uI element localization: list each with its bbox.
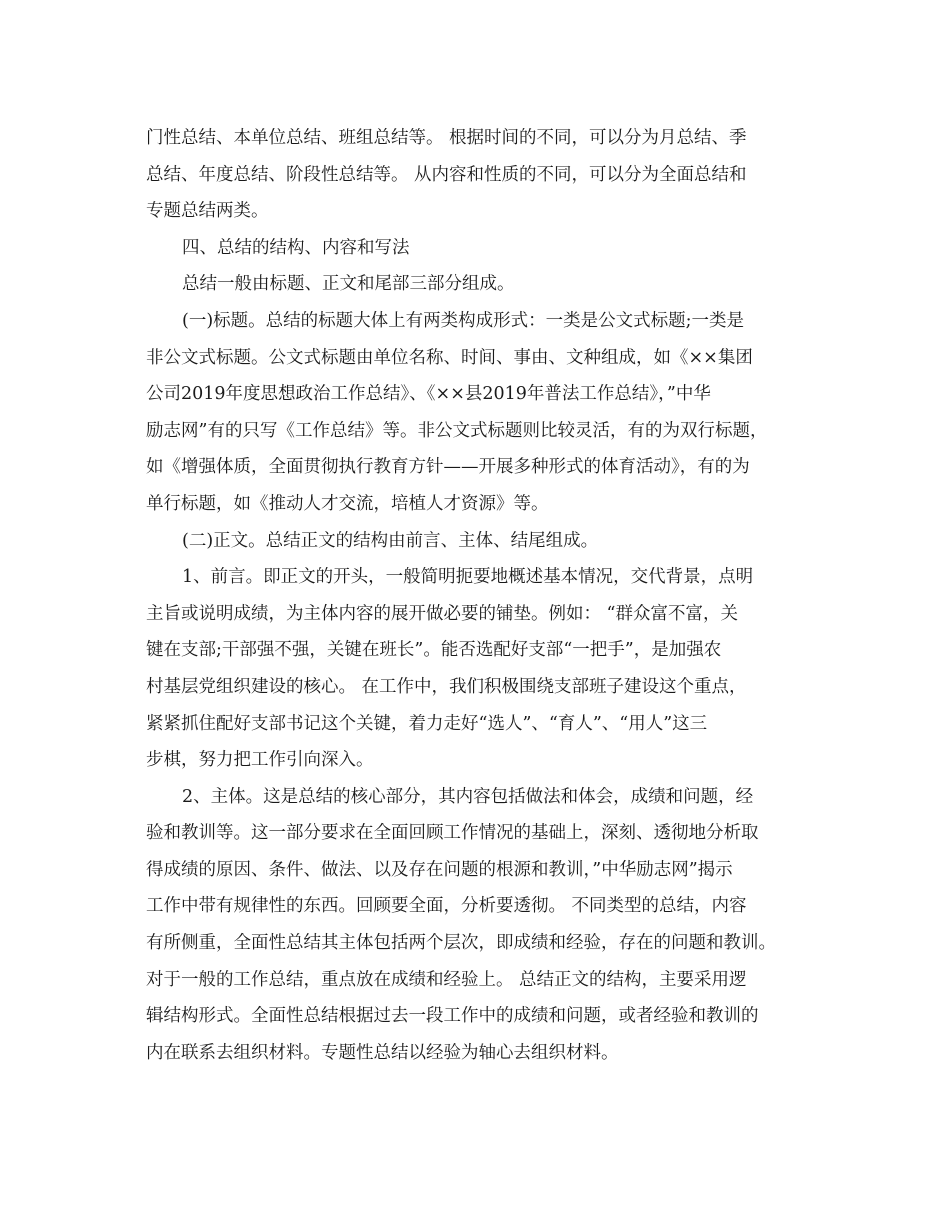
text-line-12: (二)正文。总结正文的结构由前言、主体、结尾组成。 <box>182 530 599 551</box>
text-line-13: 1、前言。即正文的开头，一般简明扼要地概述基本情况，交代背景，点明 <box>182 567 754 588</box>
text-line-6: (一)标题。总结的标题大体上有两类构成形式：一类是公文式标题;一类是 <box>182 310 745 331</box>
text-line-19: 2、主体。这是总结的核心部分，其内容包括做法和体会，成绩和问题，经 <box>182 786 754 807</box>
text-line-14: 主旨或说明成绩，为主体内容的展开做必要的铺垫。例如： “群众富不富，关 <box>146 603 739 624</box>
text-line-21: 得成绩的原因、条件、做法、以及存在问题的根源和教训，”中华励志网”揭示 <box>146 859 733 880</box>
text-line-1: 门性总结、本单位总结、班组总结等。 根据时间的不同，可以分为月总结、季 <box>146 128 747 148</box>
text-line-7: 非公文式标题。公文式标题由单位名称、时间、事由、文种组成，如《××集团 <box>146 347 753 368</box>
text-line-26: 内在联系去组织材料。专题性总结以经验为轴心去组织材料。 <box>146 1042 619 1063</box>
text-line-15: 键在支部;干部强不强，关键在班长”。能否选配好支部“一把手”，是加强农 <box>146 640 722 661</box>
text-line-25: 辑结构形式。全面性总结根据过去一段工作中的成绩和问题，或者经验和教训的 <box>146 1006 759 1027</box>
text-line-5: 总结一般由标题、正文和尾部三部分组成。 <box>182 274 515 295</box>
text-line-2: 总结、年度总结、阶段性总结等。 从内容和性质的不同，可以分为全面总结和 <box>146 164 747 185</box>
text-line-3: 专题总结两类。 <box>146 201 269 222</box>
text-line-22: 工作中带有规律性的东西。回顾要全面，分析要透彻。 不同类型的总结，内容 <box>146 896 747 917</box>
text-line-17: 紧紧抓住配好支部书记这个关键，着力走好“选人”、“育人”、“用人”这三 <box>146 713 708 734</box>
document-body <box>146 120 814 1071</box>
text-line-16: 村基层党组织建设的核心。 在工作中，我们积极围绕支部班子建设这个重点， <box>146 676 747 697</box>
text-line-10: 如《增强体质，全面贯彻执行教育方针——开展多种形式的体育活动》，有的为 <box>146 457 750 478</box>
section-heading: 四、总结的结构、内容和写法 <box>182 237 410 258</box>
text-line-20: 验和教训等。这一部分要求在全面回顾工作情况的基础上，深刻、透彻地分析取 <box>146 823 759 844</box>
text-line-8: 公司2019年度思想政治工作总结》、《××县2019年普法工作总结》，”中华 <box>146 384 711 405</box>
text-line-24: 对于一般的工作总结，重点放在成绩和经验上。 总结正文的结构，主要采用逻 <box>146 969 747 990</box>
text-line-9: 励志网”有的只写《工作总结》等。非公文式标题则比较灵活，有的为双行标题， <box>146 420 768 441</box>
text-line-23: 有所侧重，全面性总结其主体包括两个层次，即成绩和经验，存在的问题和教训。 <box>146 933 776 954</box>
text-line-11: 单行标题，如《推动人才交流，培植人才资源》等。 <box>146 493 549 514</box>
text-line-18: 步棋，努力把工作引向深入。 <box>146 750 374 771</box>
